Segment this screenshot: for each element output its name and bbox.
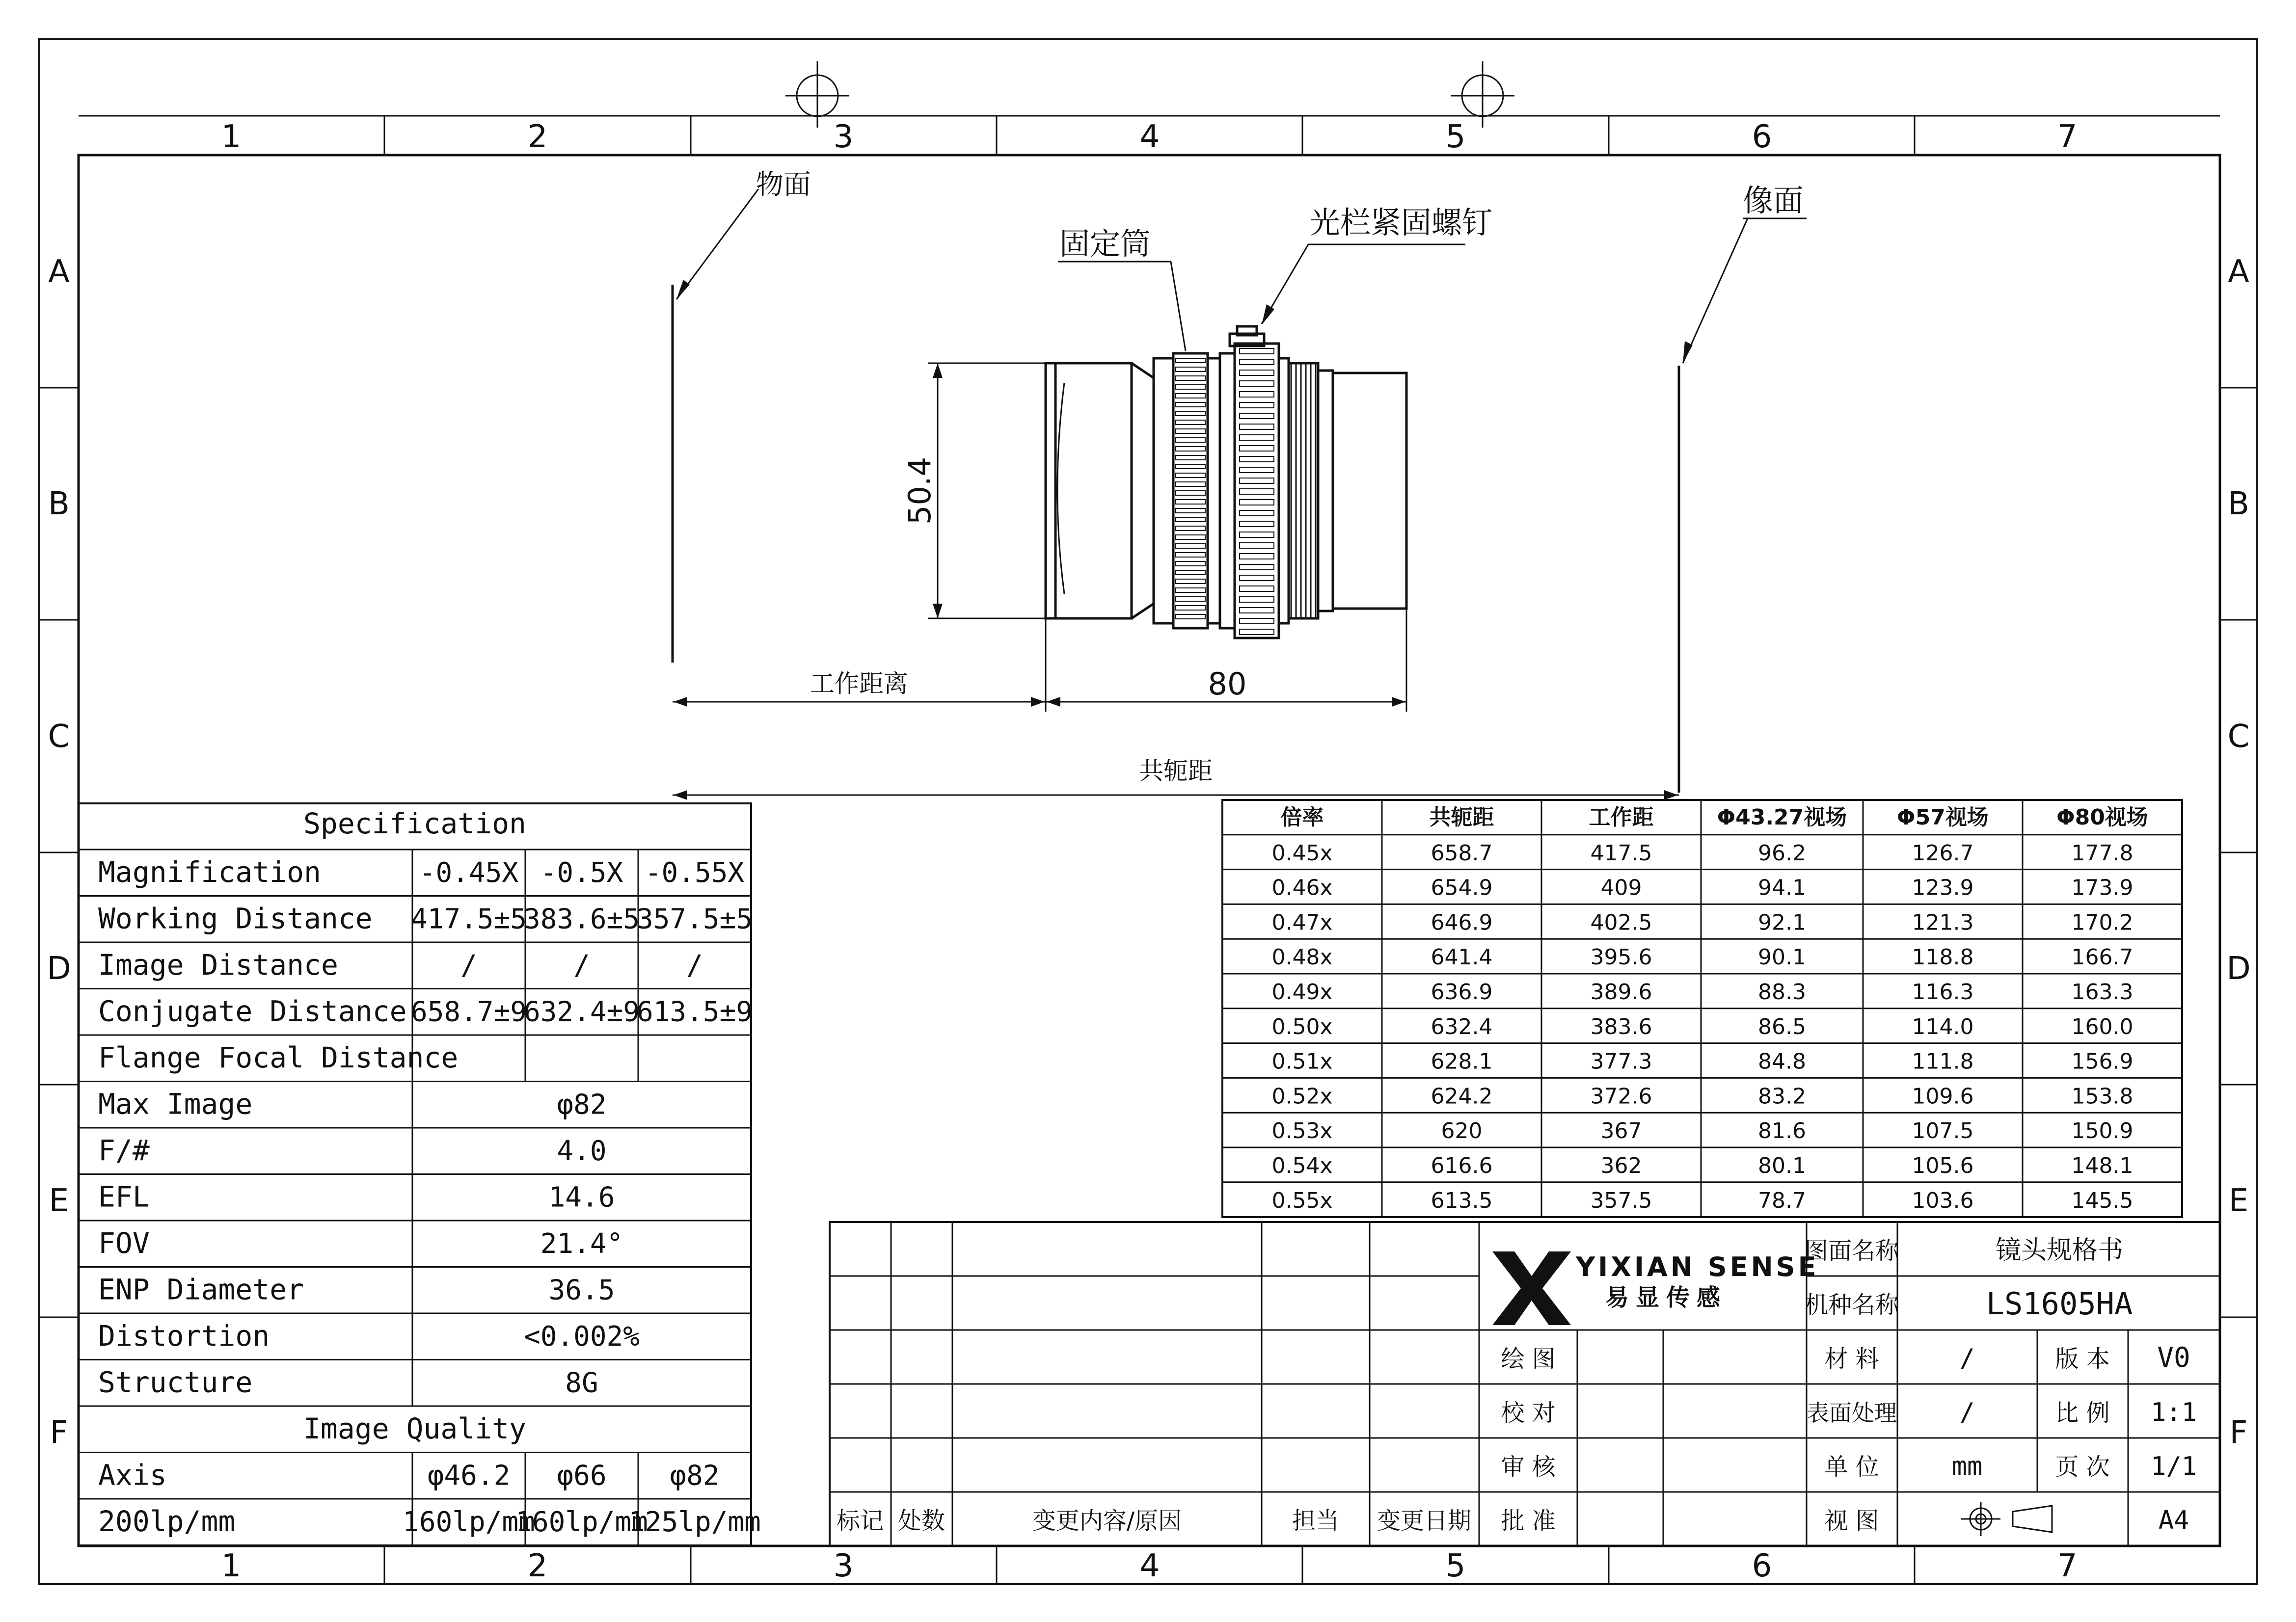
label-object-plane: 物面 <box>756 169 811 201</box>
spec-single-label: Structure <box>98 1365 253 1399</box>
spec-quality-value: 160lp/mm <box>515 1506 648 1538</box>
mag-table-cell: 0.55x <box>1271 1188 1333 1213</box>
material-label: 材 料 <box>1824 1345 1879 1373</box>
material-value: / <box>1959 1344 1975 1373</box>
mag-table-cell: 654.9 <box>1431 875 1493 901</box>
dim-length: 80 <box>1208 666 1247 702</box>
unit-value: mm <box>1951 1452 1983 1481</box>
mag-table-cell: 103.6 <box>1912 1188 1974 1213</box>
spec-row-value: -0.45X <box>419 857 519 889</box>
mag-table-cell: 90.1 <box>1758 945 1806 970</box>
revision-header: 担当 <box>1292 1507 1340 1535</box>
revision-header: 处数 <box>897 1507 945 1535</box>
mag-table-cell: 641.4 <box>1431 945 1493 970</box>
mag-table-cell: 383.6 <box>1590 1014 1652 1039</box>
mag-table-cell: 0.52x <box>1271 1084 1333 1109</box>
col-label-top-6: 6 <box>1752 119 1772 155</box>
mag-table-cell: 646.9 <box>1431 910 1493 935</box>
mag-table-cell: 107.5 <box>1912 1118 1974 1144</box>
spec-row-label: Flange Focal Distance <box>98 1041 459 1074</box>
col-label-bottom-4: 4 <box>1139 1548 1160 1584</box>
mag-table-cell: 658.7 <box>1431 840 1493 866</box>
mag-table-cell: 377.3 <box>1590 1049 1652 1074</box>
row-label-left-f: F <box>50 1415 68 1451</box>
version-value: V0 <box>2157 1342 2190 1374</box>
spec-single-label: Max Image <box>98 1087 253 1121</box>
drawing-name-label: 图面名称 <box>1804 1237 1899 1265</box>
mag-table-cell: 156.9 <box>2071 1049 2134 1074</box>
surface-label: 表面处理 <box>1807 1400 1897 1426</box>
mag-table-cell: 96.2 <box>1758 840 1806 866</box>
mag-table-cell: 0.47x <box>1271 910 1333 935</box>
sign-label: 绘 图 <box>1501 1345 1556 1373</box>
row-label-right-d: D <box>2226 951 2251 987</box>
thread-rings <box>1291 364 1316 617</box>
mag-header-cell: 倍率 <box>1280 805 1324 830</box>
spec-row-value: -0.5X <box>540 857 623 889</box>
spec-single-value: 21.4° <box>540 1228 623 1260</box>
mag-table-cell: 126.7 <box>1912 840 1974 866</box>
col-label-bottom-1: 1 <box>221 1548 242 1584</box>
mag-table-cell: 367 <box>1600 1118 1642 1144</box>
mag-table-cell: 84.8 <box>1758 1049 1806 1074</box>
drawing-name: 镜头规格书 <box>1995 1236 2124 1265</box>
col-label-top-4: 4 <box>1139 119 1160 155</box>
mag-table-cell: 118.8 <box>1912 945 1974 970</box>
mag-table-cell: 114.0 <box>1912 1014 1974 1039</box>
mag-table-cell: 620 <box>1441 1118 1483 1144</box>
spec-single-value: 36.5 <box>548 1274 615 1306</box>
revision-header: 变更内容/原因 <box>1032 1507 1182 1535</box>
mag-table-cell: 78.7 <box>1758 1188 1806 1213</box>
spec-row-value: / <box>460 950 477 982</box>
spec-single-value: φ82 <box>557 1089 607 1121</box>
mag-table-cell: 613.5 <box>1431 1188 1493 1213</box>
row-label-left-c: C <box>48 718 70 755</box>
spec-single-label: Distortion <box>98 1319 270 1353</box>
col-label-bottom-3: 3 <box>833 1548 854 1584</box>
specification-table <box>79 803 761 1546</box>
col-label-bottom-7: 7 <box>2057 1548 2078 1584</box>
company-name-en: YIXIAN SENSE <box>1576 1251 1819 1282</box>
mag-header-cell: Φ43.27视场 <box>1717 805 1847 830</box>
mag-table-cell: 0.53x <box>1271 1118 1333 1144</box>
spec-row-value: 658.7±9 <box>410 996 527 1028</box>
spec-row-value: 417.5±5 <box>410 903 527 935</box>
label-aperture-screw: 光栏紧固螺钉 <box>1310 205 1493 240</box>
mag-table-cell: 92.1 <box>1758 910 1806 935</box>
mag-header-cell: 共轭距 <box>1429 805 1494 830</box>
mag-table-cell: 121.3 <box>1912 910 1974 935</box>
view-label: 视 图 <box>1824 1507 1879 1535</box>
spec-row-label: Conjugate Distance <box>98 994 407 1028</box>
mag-table-cell: 0.51x <box>1271 1049 1333 1074</box>
mag-table-cell: 170.2 <box>2071 910 2134 935</box>
mag-table-cell: 636.9 <box>1431 980 1493 1005</box>
mag-table-cell: 357.5 <box>1590 1188 1652 1213</box>
spec-row-value: 613.5±9 <box>636 996 753 1028</box>
projection-symbol-icon <box>1961 1502 2052 1536</box>
mag-table-cell: 0.49x <box>1271 980 1333 1005</box>
mag-table-cell: 0.48x <box>1271 945 1333 970</box>
label-image-plane: 像面 <box>1743 183 1804 218</box>
mag-table-cell: 417.5 <box>1590 840 1652 866</box>
dim-working-distance: 工作距离 <box>810 669 908 698</box>
row-label-right-f: F <box>2229 1415 2248 1451</box>
spec-quality-value: φ46.2 <box>427 1460 511 1492</box>
spec-single-value: 14.6 <box>548 1181 615 1214</box>
version-label: 版 本 <box>2055 1345 2110 1373</box>
knurl-ring-front <box>1176 358 1205 619</box>
dim-height: 50.4 <box>902 456 938 525</box>
spec-row-value: 383.6±5 <box>523 903 640 935</box>
model-name: LS1605HA <box>1986 1286 2133 1322</box>
mag-header-cell: Φ57视场 <box>1897 805 1989 830</box>
mag-table-cell: 628.1 <box>1431 1049 1493 1074</box>
mag-table-cell: 86.5 <box>1758 1014 1806 1039</box>
spec-row-label: Magnification <box>98 855 321 889</box>
revision-header: 变更日期 <box>1377 1507 1472 1535</box>
spec-row-value: / <box>686 950 703 982</box>
mag-table-cell: 362 <box>1600 1153 1642 1178</box>
col-label-bottom-5: 5 <box>1445 1548 1466 1584</box>
mag-table-cell: 389.6 <box>1590 980 1652 1005</box>
magnification-table <box>1222 800 2182 1217</box>
col-label-top-5: 5 <box>1445 119 1466 155</box>
mag-header-cell: Φ80视场 <box>2056 805 2148 830</box>
row-label-left-e: E <box>49 1183 69 1219</box>
mag-table-cell: 616.6 <box>1431 1153 1493 1178</box>
spec-single-value: <0.002% <box>523 1321 640 1353</box>
mag-table-cell: 148.1 <box>2071 1153 2134 1178</box>
mag-table-cell: 88.3 <box>1758 980 1806 1005</box>
mag-header-cell: 工作距 <box>1589 805 1654 830</box>
mag-table-cell: 0.50x <box>1271 1014 1333 1039</box>
spec-single-label: EFL <box>98 1180 150 1214</box>
company-name-cn: 易显传感 <box>1605 1284 1728 1311</box>
mag-table-cell: 109.6 <box>1912 1084 1974 1109</box>
label-fixed-barrel: 固定筒 <box>1059 226 1151 262</box>
spec-quality-value: 125lp/mm <box>628 1506 761 1538</box>
sign-label: 批 准 <box>1501 1507 1556 1535</box>
spec-quality-value: φ82 <box>670 1460 720 1492</box>
sign-label: 校 对 <box>1501 1399 1556 1427</box>
mag-table-cell: 624.2 <box>1431 1084 1493 1109</box>
mag-table-cell: 166.7 <box>2071 945 2134 970</box>
mag-table-cell: 81.6 <box>1758 1118 1806 1144</box>
spec-single-label: FOV <box>98 1226 150 1260</box>
mag-table-cell: 153.8 <box>2071 1084 2134 1109</box>
spec-row-value: / <box>573 950 590 982</box>
spec-row-label: Image Distance <box>98 948 338 982</box>
mag-table-cell: 409 <box>1600 875 1642 901</box>
col-label-bottom-2: 2 <box>527 1548 548 1584</box>
mag-table-cell: 160.0 <box>2071 1014 2134 1039</box>
mag-table-cell: 632.4 <box>1431 1014 1493 1039</box>
row-label-right-b: B <box>2228 486 2249 522</box>
spec-row-value: 357.5±5 <box>636 903 753 935</box>
spec-quality-value: φ66 <box>557 1460 607 1492</box>
spec-quality-title: Image Quality <box>303 1412 526 1445</box>
spec-quality-label: Axis <box>98 1458 167 1492</box>
mag-table-cell: 150.9 <box>2071 1118 2134 1144</box>
dim-conjugate: 共轭距 <box>1139 757 1213 785</box>
spec-single-label: F/# <box>98 1134 150 1167</box>
revision-header: 标记 <box>836 1507 884 1535</box>
col-label-top-3: 3 <box>833 119 854 155</box>
paper-size: A4 <box>2158 1506 2189 1535</box>
company-logo <box>1492 1251 1819 1325</box>
col-label-top-1: 1 <box>221 119 242 155</box>
mag-table-cell: 0.46x <box>1271 875 1333 901</box>
page-label: 页 次 <box>2055 1453 2110 1481</box>
mag-table-cell: 111.8 <box>1912 1049 1974 1074</box>
spec-quality-label: 200lp/mm <box>98 1505 236 1538</box>
spec-title: Specification <box>303 807 526 840</box>
spec-single-value: 4.0 <box>557 1135 607 1167</box>
mag-table-cell: 145.5 <box>2071 1188 2134 1213</box>
scale-value: 1:1 <box>2151 1398 2197 1427</box>
spec-quality-value: 160lp/mm <box>403 1506 535 1538</box>
col-label-bottom-6: 6 <box>1752 1548 1772 1584</box>
spec-row-value: -0.55X <box>645 857 745 889</box>
spec-single-value: 8G <box>565 1367 598 1399</box>
col-label-top-2: 2 <box>527 119 548 155</box>
mag-table-cell: 105.6 <box>1912 1153 1974 1178</box>
mag-table-cell: 395.6 <box>1590 945 1652 970</box>
mag-table-cell: 177.8 <box>2071 840 2134 866</box>
page-value: 1/1 <box>2151 1452 2197 1481</box>
mag-table-cell: 173.9 <box>2071 875 2134 901</box>
spec-single-label: ENP Diameter <box>98 1273 304 1306</box>
row-label-left-a: A <box>48 254 70 290</box>
title-block <box>830 1222 2220 1546</box>
mag-table-cell: 123.9 <box>1912 875 1974 901</box>
mag-table-cell: 83.2 <box>1758 1084 1806 1109</box>
mag-table-cell: 0.45x <box>1271 840 1333 866</box>
lens-drawing <box>673 169 1807 800</box>
sign-label: 审 核 <box>1501 1453 1556 1481</box>
surface-value: / <box>1959 1398 1975 1427</box>
row-label-right-c: C <box>2227 718 2250 755</box>
mag-table-cell: 116.3 <box>1912 980 1974 1005</box>
row-label-left-b: B <box>48 486 70 522</box>
scale-label: 比 例 <box>2055 1399 2110 1427</box>
mag-table-cell: 402.5 <box>1590 910 1652 935</box>
unit-label: 单 位 <box>1824 1453 1879 1481</box>
mag-table-cell: 372.6 <box>1590 1084 1652 1109</box>
row-label-right-a: A <box>2228 254 2249 290</box>
mag-table-cell: 163.3 <box>2071 980 2134 1005</box>
model-label: 机种名称 <box>1804 1291 1899 1319</box>
row-label-left-d: D <box>47 951 71 987</box>
mag-table-cell: 80.1 <box>1758 1153 1806 1178</box>
col-label-top-7: 7 <box>2057 119 2078 155</box>
spec-row-value: 632.4±9 <box>523 996 640 1028</box>
mag-table-cell: 0.54x <box>1271 1153 1333 1178</box>
knurl-ring-rear <box>1240 348 1274 635</box>
mag-table-cell: 94.1 <box>1758 875 1806 901</box>
spec-row-label: Working Distance <box>98 902 373 935</box>
row-label-right-e: E <box>2228 1183 2249 1219</box>
